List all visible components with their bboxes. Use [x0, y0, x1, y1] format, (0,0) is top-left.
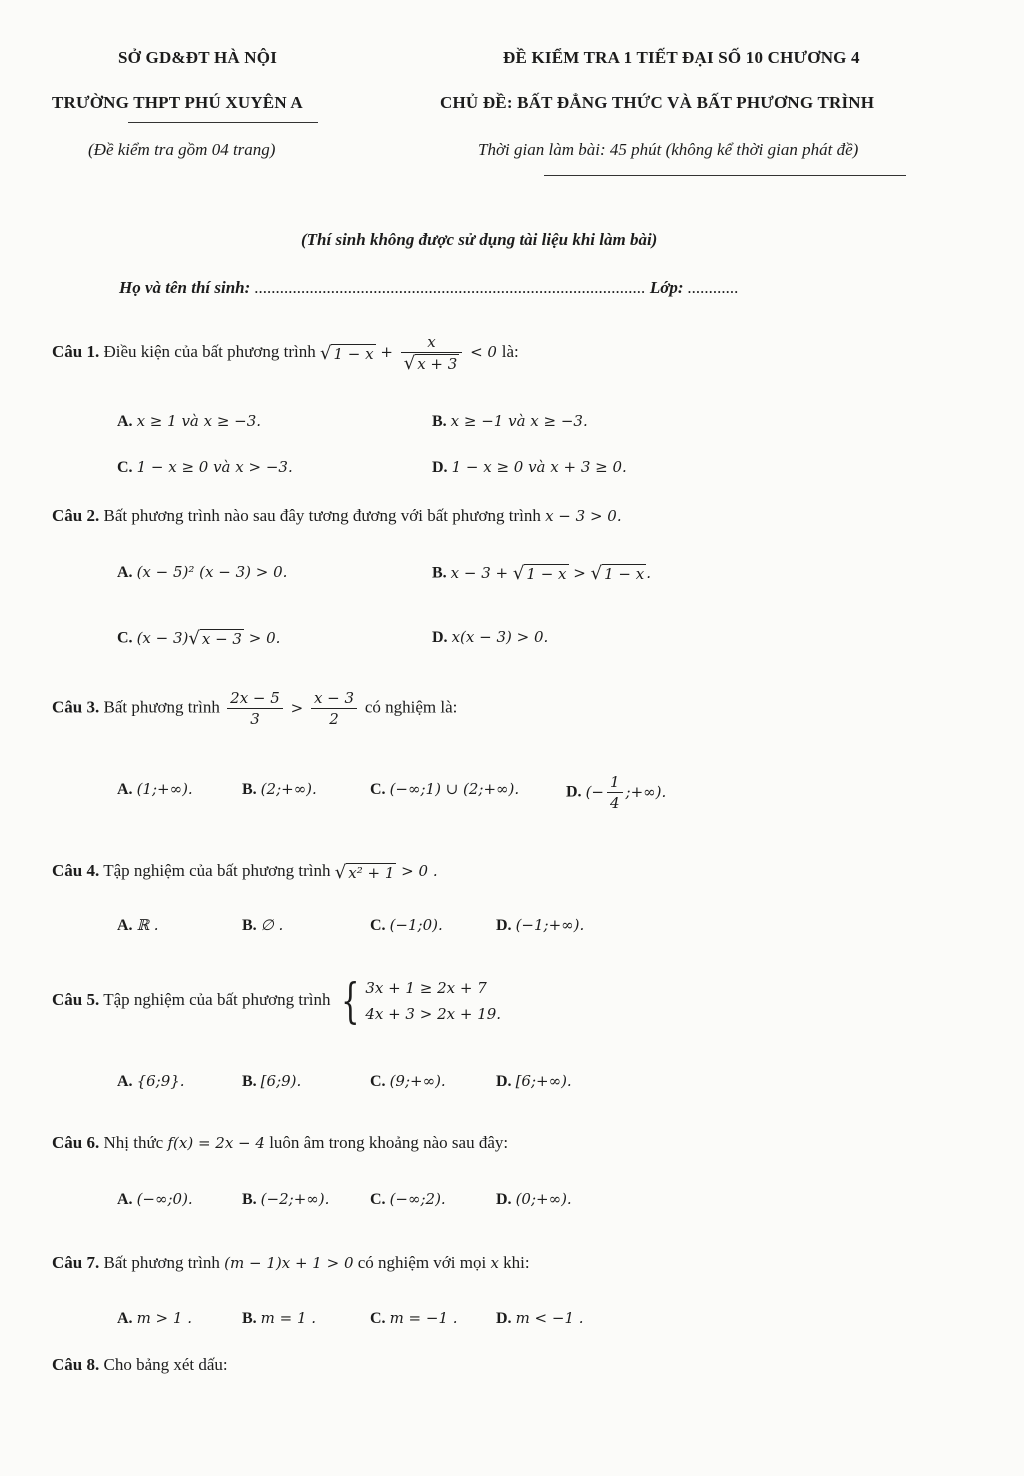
name-dots: ............................................................................................ [254, 278, 646, 297]
exam-title: ĐỀ KIỂM TRA 1 TIẾT ĐẠI SỐ 10 CHƯƠNG 4 [503, 48, 860, 67]
question-7 [52, 1253, 530, 1273]
q7-option-c[interactable]: C. m = −1 . [370, 1309, 458, 1327]
q5-option-a[interactable]: A. {6;9}. [117, 1072, 185, 1090]
q3-option-d[interactable]: D. (− $\frac{1}{4}$ ;+∞). [566, 773, 667, 812]
question-2-label: Câu 2. [52, 506, 100, 525]
exam-notice: (Thí sinh không được sử dụng tài liệu khi làm bài) [301, 230, 658, 249]
question-4-text: Tập nghiệm của bất phương trình [103, 861, 331, 880]
question-2-text: Bất phương trình nào sau đây tương đương với bất phương trình [103, 506, 541, 525]
q4-option-b[interactable]: B. ∅ . [242, 916, 284, 934]
q1-option-d[interactable]: D. 1 − x ≥ 0 và x + 3 ≥ 0. [432, 458, 627, 476]
question-1-label: Câu 1. [52, 342, 100, 361]
question-1-tail: là: [501, 342, 519, 361]
question-3-text: Bất phương trình [103, 697, 220, 717]
left-header-rule [128, 122, 318, 123]
question-4 [52, 861, 438, 883]
student-info-line [119, 278, 739, 298]
question-5-system: { 3x + 1 ≥ 2x + 7 4x + 3 > 2x + 19. [340, 973, 502, 1029]
question-8 [52, 1355, 228, 1375]
q4-option-c[interactable]: C. (−1;0). [370, 916, 443, 934]
question-8-text: Cho bảng xét dấu: [103, 1355, 228, 1374]
question-3 [52, 688, 457, 729]
question-6-expression: f(x) = 2x − 4 [167, 1134, 265, 1152]
question-1-expression: √ 1 − x + $\frac{x}{√ x + 3}$ < 0 [319, 333, 497, 374]
question-7-var: x [490, 1254, 499, 1272]
q2-option-c[interactable]: C. (x − 3)√ x − 3 > 0. [117, 628, 281, 649]
question-4-expression: √ x² + 1 > 0 . [334, 861, 438, 883]
question-7-text-pre: Bất phương trình [103, 1253, 220, 1272]
q3-option-b[interactable]: B. (2;+∞). [242, 780, 317, 798]
school-department: SỞ GD&ĐT HÀ NỘI [118, 48, 278, 67]
q5-option-b[interactable]: B. [6;9). [242, 1072, 302, 1090]
question-7-label: Câu 7. [52, 1253, 100, 1272]
exam-topic: CHỦ ĐỀ: BẤT ĐẲNG THỨC VÀ BẤT PHƯƠNG TRÌNH [440, 93, 875, 112]
q6-option-d[interactable]: D. (0;+∞). [496, 1190, 572, 1208]
q3-option-a[interactable]: A. (1;+∞). [117, 780, 193, 798]
question-3-expression: $\frac{2x - 5}{3}$ > $\frac{x - 3}{2}$ [224, 699, 365, 717]
school-name: TRƯỜNG THPT PHÚ XUYÊN A [52, 93, 303, 112]
question-7-text-mid: có nghiệm với mọi [357, 1253, 487, 1272]
q3-option-c[interactable]: C. (−∞;1) ∪ (2;+∞). [370, 780, 520, 798]
question-7-expression: (m − 1)x + 1 > 0 [224, 1254, 354, 1272]
class-label: Lớp: [649, 278, 684, 297]
question-3-label: Câu 3. [52, 697, 100, 717]
q6-option-a[interactable]: A. (−∞;0). [117, 1190, 193, 1208]
question-4-label: Câu 4. [52, 861, 100, 880]
q7-option-a[interactable]: A. m > 1 . [117, 1309, 192, 1327]
question-5-label: Câu 5. [52, 989, 100, 1009]
question-6 [52, 1133, 508, 1153]
q1-option-c[interactable]: C. 1 − x ≥ 0 và x > −3. [117, 458, 293, 476]
question-1 [52, 332, 519, 374]
q2-option-d[interactable]: D. x(x − 3) > 0. [432, 628, 549, 646]
q2-option-a[interactable]: A. (x − 5)² (x − 3) > 0. [117, 563, 288, 581]
page-count-note: (Đề kiểm tra gồm 04 trang) [88, 140, 276, 159]
q1-option-a[interactable]: A. x ≥ 1 và x ≥ −3. [117, 412, 262, 430]
q4-option-d[interactable]: D. (−1;+∞). [496, 916, 585, 934]
question-5-text: Tập nghiệm của bất phương trình [103, 989, 331, 1009]
question-1-text: Điều kiện của bất phương trình [103, 342, 316, 361]
q6-option-b[interactable]: B. (−2;+∞). [242, 1190, 330, 1208]
q1-option-b[interactable]: B. x ≥ −1 và x ≥ −3. [432, 412, 588, 430]
time-limit: Thời gian làm bài: 45 phút (không kể thời gian phát đề) [478, 140, 859, 159]
q6-option-c[interactable]: C. (−∞;2). [370, 1190, 446, 1208]
name-label: Họ và tên thí sinh: [119, 278, 251, 297]
question-6-text-pre: Nhị thức [103, 1133, 164, 1152]
question-2 [52, 506, 622, 526]
class-dots: ............ [687, 278, 739, 297]
right-header-rule [544, 175, 906, 176]
q7-option-d[interactable]: D. m < −1 . [496, 1309, 584, 1327]
question-6-text-post: luôn âm trong khoảng nào sau đây: [269, 1133, 509, 1152]
q5-option-c[interactable]: C. (9;+∞). [370, 1072, 446, 1090]
question-3-tail: có nghiệm là: [364, 697, 458, 717]
question-7-text-post: khi: [503, 1253, 530, 1272]
question-8-label: Câu 8. [52, 1355, 100, 1374]
q7-option-b[interactable]: B. m = 1 . [242, 1309, 317, 1327]
question-6-label: Câu 6. [52, 1133, 100, 1152]
question-2-expression: x − 3 > 0. [545, 507, 622, 525]
q2-option-b[interactable]: B. x − 3 + √ 1 − x > √ 1 − x . [432, 563, 652, 584]
question-5 [52, 973, 501, 1029]
q5-option-d[interactable]: D. [6;+∞). [496, 1072, 572, 1090]
q4-option-a[interactable]: A. ℝ . [117, 916, 159, 934]
